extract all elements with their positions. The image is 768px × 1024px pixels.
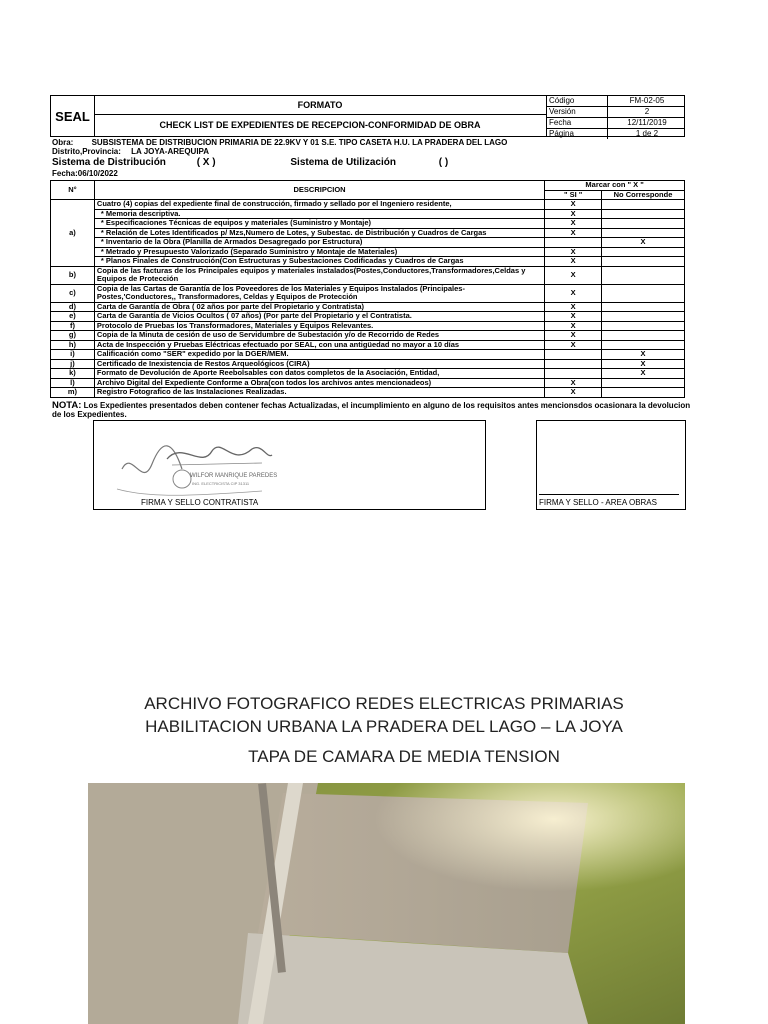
distrito-value: LA JOYA-AREQUIPA	[131, 147, 210, 156]
meta-row-codigo	[547, 96, 685, 107]
row-description: Certificado de Inexistencia de Restos Arqueológicos (CIRA)	[94, 359, 544, 369]
photo-title-line2: HABILITACION URBANA LA PRADERA DEL LAGO – LA JOYA	[145, 717, 623, 736]
signature-box-contratista	[93, 420, 486, 510]
nota-label: NOTA:	[52, 400, 82, 411]
sistema-utilizacion-mark: ( )	[438, 157, 449, 168]
row-number: d)	[51, 302, 95, 312]
table-row	[51, 369, 685, 379]
col-header-descripcion: DESCRIPCION	[94, 181, 544, 200]
row-number: c)	[51, 284, 95, 302]
seal-logo: SEAL	[51, 96, 95, 136]
row-number: k)	[51, 369, 95, 379]
row-nc-mark	[602, 209, 685, 219]
row-si-mark: X	[545, 388, 602, 398]
table-row	[51, 331, 685, 341]
table-row	[51, 266, 685, 284]
row-number: b)	[51, 266, 95, 284]
row-nc-mark: X	[602, 350, 685, 360]
row-nc-mark: X	[602, 369, 685, 379]
row-description: Copia de las Cartas de Garantía de los Poveedores de los Materiales y Equipos Instalados (Principales-Postes,'Conductores,, Transformadores, Celdas y Equipos de Protección	[94, 284, 544, 302]
row-description: * Inventario de la Obra (Planilla de Armados Desagregado por Estructura)	[94, 238, 544, 248]
row-nc-mark	[602, 219, 685, 229]
obra-value: SUBSISTEMA DE DISTRIBUCION PRIMARIA DE 22.9KV Y 01 S.E. TIPO CASETA H.U. LA PRADERA DEL LAGO	[91, 138, 508, 147]
row-number: m)	[51, 388, 95, 398]
row-nc-mark	[602, 331, 685, 341]
table-row	[51, 200, 685, 210]
table-header-row	[51, 181, 685, 191]
row-description: Acta de Inspección y Pruebas Eléctricas efectuado por SEAL, con una antigüedad no mayor a 10 días	[94, 340, 544, 350]
row-si-mark	[545, 359, 602, 369]
meta-value: 12/11/2019	[627, 118, 667, 127]
firma-contratista-label: FIRMA Y SELLO CONTRATISTA	[141, 498, 259, 507]
row-si-mark: X	[545, 200, 602, 210]
row-nc-mark	[602, 257, 685, 267]
row-description: Calificación como "SER" expedido por la DGER/MEM.	[94, 350, 544, 360]
meta-key: Código	[549, 96, 575, 105]
row-description: * Metrado y Presupuesto Valorizado (Separado Suministro y Montaje de Materiales)	[94, 247, 544, 257]
stamp-name: WILFOR MANRIQUE PAREDES	[190, 473, 278, 479]
sistema-line	[52, 157, 448, 168]
col-header-n: N°	[51, 181, 95, 200]
meta-key: Página	[549, 129, 574, 138]
checklist-table	[50, 180, 685, 398]
signature-scribble-icon	[112, 429, 282, 507]
meta-row-version	[547, 107, 685, 118]
row-description: Cuatro (4) copias del expediente final de construcción, firmado y sellado por el Ingeniero residente,	[94, 200, 544, 210]
row-si-mark: X	[545, 378, 602, 388]
meta-value: 2	[644, 107, 650, 116]
row-si-mark: X	[545, 247, 602, 257]
row-description: Copia de la Minuta de cesión de uso de Servidumbre de Subestación y/o de Recorrido de Redes	[94, 331, 544, 341]
table-row	[51, 284, 685, 302]
row-si-mark: X	[545, 219, 602, 229]
row-si-mark: X	[545, 340, 602, 350]
photo-title-line3: TAPA DE CAMARA DE MEDIA TENSION	[248, 747, 560, 766]
sistema-distribucion-mark: ( X )	[196, 157, 216, 168]
table-row	[51, 238, 685, 248]
row-nc-mark	[602, 302, 685, 312]
meta-row-fecha	[547, 118, 685, 129]
table-row	[51, 388, 685, 398]
signature-box-area-obras	[536, 420, 686, 510]
row-si-mark: X	[545, 266, 602, 284]
photo-title-line1: ARCHIVO FOTOGRAFICO REDES ELECTRICAS PRIMARIAS	[144, 694, 624, 713]
row-si-mark	[545, 238, 602, 248]
table-row	[51, 219, 685, 229]
table-row	[51, 257, 685, 267]
col-header-si: " SI "	[545, 190, 602, 200]
formato-label: FORMATO	[94, 96, 546, 115]
row-nc-mark: X	[602, 359, 685, 369]
row-description: Archivo Digital del Expediente Conforme a Obra(con todos los archivos antes mencionadeos)	[94, 378, 544, 388]
nota-block	[52, 401, 692, 419]
row-nc-mark	[602, 200, 685, 210]
meta-value: FM-02-05	[629, 96, 665, 105]
row-si-mark: X	[545, 331, 602, 341]
site-photo	[88, 783, 685, 1024]
row-number: e)	[51, 312, 95, 322]
row-si-mark: X	[545, 284, 602, 302]
row-nc-mark	[602, 284, 685, 302]
row-si-mark	[545, 350, 602, 360]
row-nc-mark	[602, 321, 685, 331]
col-header-marcar: Marcar con " X "	[545, 181, 685, 191]
row-number: g)	[51, 331, 95, 341]
table-row	[51, 312, 685, 322]
row-description: Carta de Garantía de Obra ( 02 años por parte del Propietario y Contratista)	[94, 302, 544, 312]
table-row	[51, 350, 685, 360]
row-si-mark: X	[545, 302, 602, 312]
row-description: Copia de las facturas de los Principales equipos y materiales instalados(Postes,Conductores,Transformadores,Celdas y Equipos de Protección	[94, 266, 544, 284]
row-number: a)	[51, 200, 95, 267]
stamp-sub: ING. ELECTRICISTA CIP 31311	[192, 481, 250, 486]
row-si-mark	[545, 369, 602, 379]
fecha-line: Fecha:06/10/2022	[52, 169, 118, 178]
form-title: CHECK LIST DE EXPEDIENTES DE RECEPCION-CONFORMIDAD DE OBRA	[159, 120, 481, 130]
row-number: l)	[51, 378, 95, 388]
distrito-label: Distrito,Provincia:	[52, 147, 121, 156]
row-description: Registro Fotografico de las Instalaciones Realizadas.	[94, 388, 544, 398]
row-nc-mark	[602, 378, 685, 388]
row-description: Protocolo de Pruebas los Transformadores, Materiales y Equipos Relevantes.	[94, 321, 544, 331]
row-description: * Memoria descriptiva.	[94, 209, 544, 219]
photo-scene-icon	[88, 783, 685, 1024]
row-number: i)	[51, 350, 95, 360]
obra-line	[52, 138, 692, 147]
signature-line	[539, 494, 679, 495]
row-si-mark: X	[545, 209, 602, 219]
distrito-line	[52, 147, 209, 156]
form-meta	[546, 96, 685, 136]
sistema-utilizacion-label: Sistema de Utilización	[290, 157, 396, 168]
row-description: * Planos Finales de Construcción(Con Estructuras y Subestaciones Codificadas y Cuadros de Cargas	[94, 257, 544, 267]
row-nc-mark	[602, 266, 685, 284]
meta-key: Versión	[549, 107, 576, 116]
row-nc-mark	[602, 388, 685, 398]
row-nc-mark	[602, 247, 685, 257]
row-number: f)	[51, 321, 95, 331]
firma-area-obras-label: FIRMA Y SELLO - AREA OBRAS	[539, 498, 657, 507]
meta-key: Fecha	[549, 118, 572, 127]
row-nc-mark: X	[602, 238, 685, 248]
obra-label: Obra:	[52, 138, 74, 147]
nota-text: Los Expedientes presentados deben contener fechas Actualizadas, el incumplimiento en alguno de los requisitos antes mencionsdos ocasionara la devolucion de los Expedientes.	[52, 401, 691, 419]
row-description: Formato de Devolución de Aporte Reebolsables con datos completos de la Asociación, Entidad,	[94, 369, 544, 379]
row-number: h)	[51, 340, 95, 350]
row-si-mark: X	[545, 228, 602, 238]
row-description: Carta de Garantía de Vicios Ocultos ( 07 años) (Por parte del Propietario y el Contratista.	[94, 312, 544, 322]
col-header-no-corresponde: No Corresponde	[602, 190, 685, 200]
row-si-mark: X	[545, 321, 602, 331]
row-si-mark: X	[545, 312, 602, 322]
form-header	[50, 95, 685, 137]
row-number: j)	[51, 359, 95, 369]
row-description: * Relación de Lotes Identificados p/ Mzs,Numero de Lotes, y Subestac. de Distribución y Cuadros de Cargas	[94, 228, 544, 238]
sistema-distribucion-label: Sistema de Distribución	[52, 157, 166, 168]
row-si-mark: X	[545, 257, 602, 267]
row-description: * Especificaciones Técnicas de equipos y materiales (Suministro y Montaje)	[94, 219, 544, 229]
row-nc-mark	[602, 312, 685, 322]
meta-value: 1 de 2	[635, 129, 659, 138]
